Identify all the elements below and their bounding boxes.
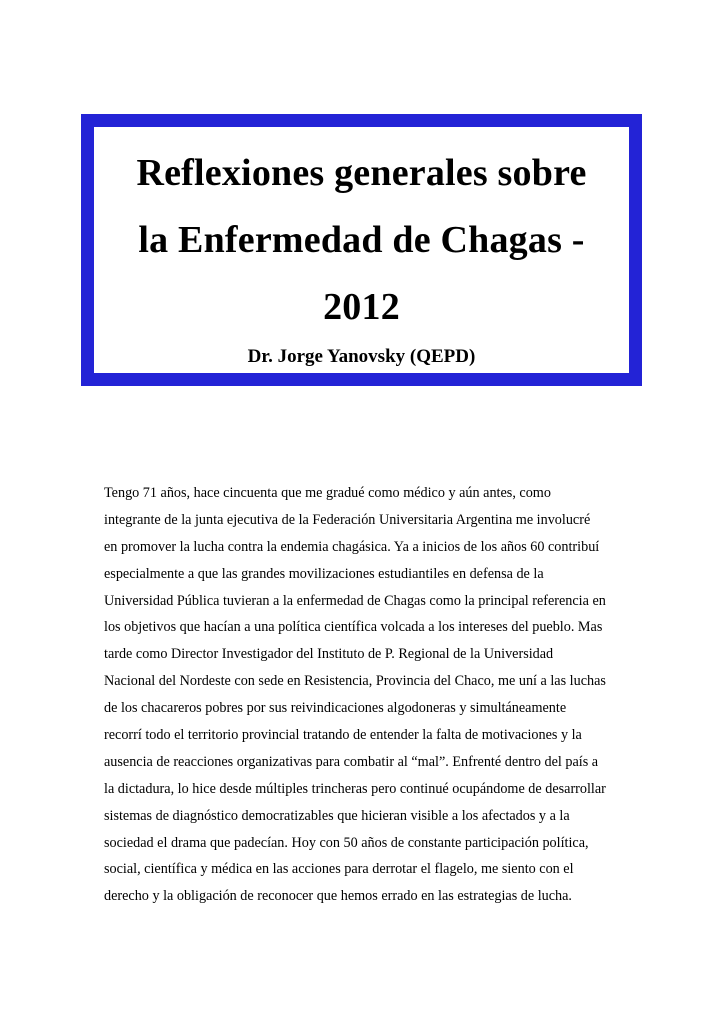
paragraph-line: tarde como Director Investigador del Instituto de P. Regional de la Universidad bbox=[104, 646, 554, 663]
title-line-2: la Enfermedad de Chagas - bbox=[138, 219, 585, 261]
paragraph-line: Universidad Pública tuvieran a la enfermedad de Chagas como la principal referencia en bbox=[104, 592, 606, 609]
paragraph-line: Tengo 71 años, hace cincuenta que me gradué como médico y aún antes, como bbox=[104, 485, 551, 501]
paragraph-line: especialmente a que las grandes movilizaciones estudiantiles en defensa de la bbox=[104, 565, 544, 582]
paragraph-line: sistemas de diagnóstico democratizables que hicieran visible a los afectados y a la bbox=[104, 807, 570, 824]
author-name: Dr. Jorge Yanovsky (QEPD) bbox=[247, 346, 476, 367]
paragraph-line: ausencia de reacciones organizativas para combatir al “mal”. Enfrenté dentro del país a bbox=[104, 753, 599, 770]
paragraph-line: recorrí todo el territorio provincial tratando de entender la falta de motivaciones y la bbox=[104, 727, 582, 744]
paragraph-line: la dictadura, lo hice desde múltiples trincheras pero continué ocupándome de desarrollar bbox=[104, 780, 606, 797]
body-paragraph bbox=[104, 480, 634, 910]
paragraph-line: en promover la lucha contra la endemia chagásica. Ya a inicios de los años 60 contribuí bbox=[104, 538, 600, 555]
title-line-3: 2012 bbox=[323, 286, 400, 328]
paragraph-line: de los chacareros pobres por sus reivindicaciones algodoneras y simultáneamente bbox=[104, 700, 567, 717]
paragraph-line: los objetivos que hacían a una política científica volcada a los intereses del pueblo. Mas bbox=[104, 619, 603, 636]
title-frame bbox=[81, 114, 642, 386]
title-line-1: Reflexiones generales sobre bbox=[136, 152, 587, 194]
paragraph-line: integrante de la junta ejecutiva de la Federación Universitaria Argentina me involucré bbox=[104, 511, 591, 528]
paragraph-line: sociedad el drama que padecían. Hoy con 50 años de constante participación política, bbox=[104, 834, 589, 851]
paragraph-line: social, científica y médica en las acciones para derrotar el flagelo, me siento con el bbox=[104, 861, 574, 878]
paragraph-line: derecho y la obligación de reconocer que hemos errado en las estrategias de lucha. bbox=[104, 888, 572, 905]
paragraph-line: Nacional del Nordeste con sede en Resistencia, Provincia del Chaco, me uní a las luchas bbox=[104, 673, 606, 690]
